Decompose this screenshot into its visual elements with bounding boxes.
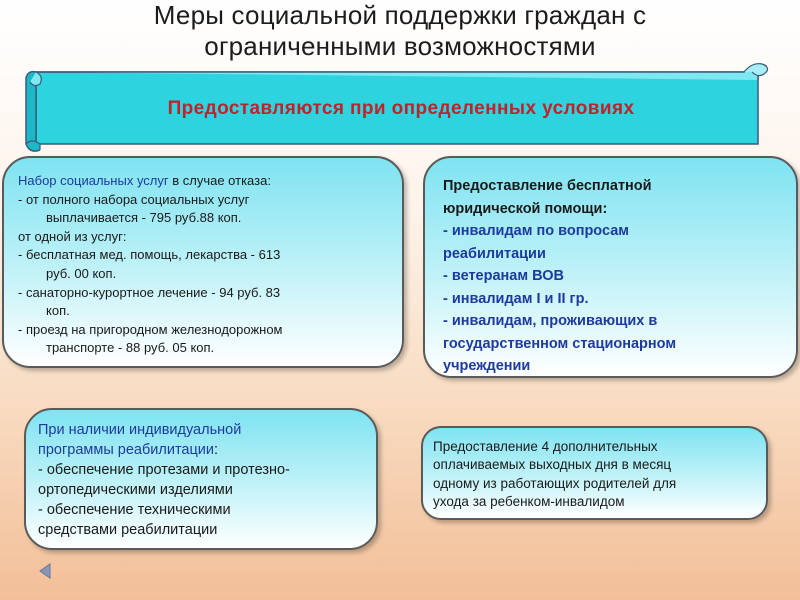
social-line: коп. [46,303,70,319]
legal-item: реабилитации [443,245,546,262]
rehab-item: - обеспечение техническими [38,502,231,518]
title-line-1: Меры социальной поддержки граждан с [153,0,647,30]
social-line: - санаторно-курортное лечение - 94 руб. 83 [18,284,281,300]
social-line: - от полного набора социальных услуг [18,191,250,207]
rehab-heading-colon: : [214,442,219,458]
legal-item: учреждении [443,358,531,374]
days-line: одному из работающих родителей для [433,475,677,491]
social-line: - бесплатная мед. помощь, лекарства - 613 [18,247,281,263]
days-line: ухода за ребенком-инвалидом [433,494,625,510]
title-line-2: ограниченными возможностями [204,31,596,61]
legal-heading-line: Предоставление бесплатной [443,178,652,194]
social-services-card [2,156,404,368]
social-heading-line [18,172,392,191]
slide-title [0,0,800,62]
social-line: - проезд на пригородном железнодорожном [18,321,283,337]
legal-item: - инвалидам I и II гр. [443,290,589,307]
rehab-item: средствами реабилитации [38,522,218,538]
days-line: оплачиваемых выходных дня в месяц [433,457,672,473]
legal-item: - ветеранам ВОВ [443,268,564,284]
rehab-heading-text: программы реабилитации [38,442,214,458]
legal-heading-line: юридической помощи: [443,200,608,217]
extra-days-off-card [421,426,768,520]
social-line: транспорте - 88 руб. 05 коп. [46,340,215,356]
legal-item: - инвалидам по вопросам [443,223,630,239]
social-line: выплачивается - 795 руб.88 коп. [46,210,242,226]
rehab-item: - обеспечение протезами и протезно- [38,462,290,478]
rehab-heading-line: При наличии индивидуальной [38,422,242,438]
social-line: руб. 00 коп. [46,265,117,281]
banner-text: Предоставляются при определенных условиях [167,98,635,119]
legal-aid-card [423,156,798,378]
scroll-banner [22,58,774,154]
rehab-heading-line-2 [38,440,368,460]
social-heading-rest: в случае отказа: [168,173,271,188]
legal-item: - инвалидам, проживающих в [443,313,658,329]
legal-item: государственном стационарном [443,335,677,352]
days-line: Предоставление 4 дополнительных [433,439,658,454]
triangle-left-icon[interactable] [38,563,52,579]
rehab-item: ортопедическими изделиями [38,482,233,498]
social-line: от одной из услуг: [18,228,127,244]
social-heading: Набор социальных услуг [18,173,169,188]
rehabilitation-card [24,408,378,550]
